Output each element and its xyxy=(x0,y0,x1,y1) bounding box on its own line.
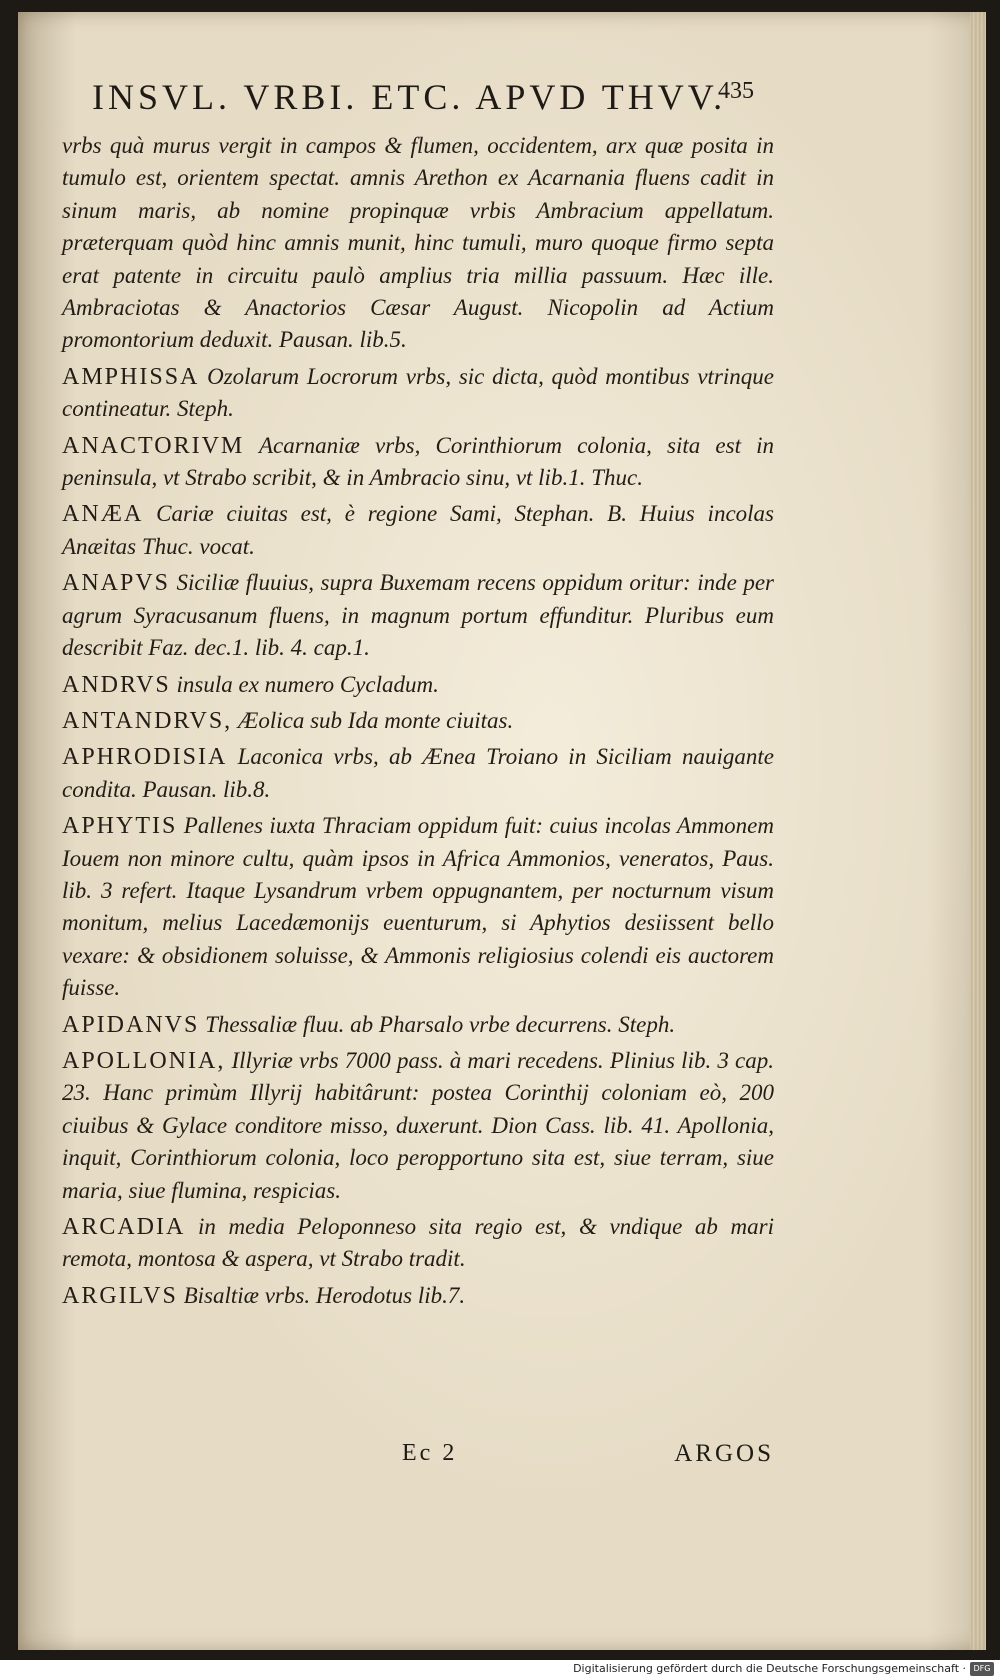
entry-text: Illyriæ vrbs 7000 pass. à mari recedens. Plinius lib. 3 cap. 23. Hanc primùm Illyrij habitârunt: postea Corinthij coloniam eò, 200 ciuibus & Gylace conditore misso, duxerunt. Dion Cass. lib. 41. Apollonia, inquit, Corinthiorum colonia, loco peropportuno sita est, siue terram, siue maria, siue flumina, respicias. xyxy=(62,1047,774,1203)
entry-head: AMPHISSA xyxy=(62,363,200,390)
entry-text: Bisaltiæ vrbs. Herodotus lib.7. xyxy=(183,1282,466,1308)
entry-head: APHRODISIA xyxy=(62,744,228,771)
page-number: 435 xyxy=(718,78,754,104)
entry-text: Acarnaniæ vrbs, Corinthiorum colonia, sita est in peninsula, vt Strabo scribit, & in Ambracio sinu, vt lib.1. Thuc. xyxy=(62,432,774,491)
entry-text: Ozolarum Locrorum vrbs, sic dicta, quòd montibus vtrinque contineatur. Steph. xyxy=(62,363,775,422)
entry-amphissa xyxy=(62,361,774,426)
footer-credit: Digitalisierung gefördert durch die Deutsche Forschungsgemeinschaft · xyxy=(573,1662,966,1675)
entry-text: Thessaliæ fluu. ab Pharsalo vrbe decurrens. Steph. xyxy=(205,1011,676,1037)
entry-head: ARGILVS xyxy=(62,1282,178,1309)
page-edge xyxy=(970,12,986,1650)
entry-head: ANDRVS xyxy=(62,671,171,698)
entry-argilus xyxy=(62,1280,774,1312)
entry-head: ARCADIA xyxy=(62,1214,186,1240)
entry-text: Laconica vrbs, ab Ænea Troiano in Siciliam nauigante condita. Pausan. lib.8. xyxy=(62,744,774,802)
entry-head: APOLLONIA, xyxy=(62,1047,226,1074)
entry-apidanus xyxy=(62,1009,774,1041)
intro-paragraph: vrbs quà murus vergit in campos & flumen, occidentem, arx quæ posita in tumulo est, orientem spectat. amnis Arethon ex Acarnania fluens cadit in sinum maris, ab nomine propinquæ vrbis Ambracium appellatum. præterquam quòd hinc amnis munit, hinc tumuli, muro quoque firmo septa erat patente in circuitu paulò amplius tria millia passuum. Hæc ille. Ambraciotas & Anactorios Cæsar August. Nicopolin ad Actium promontorium deduxit. Pausan. lib.5. xyxy=(62,133,774,353)
entry-head: ANACTORIVM xyxy=(62,432,245,459)
entry-andrus xyxy=(62,669,774,701)
entry-anactorium xyxy=(62,430,774,495)
entry-head: ANTANDRVS, xyxy=(62,707,233,734)
entry-aphytis xyxy=(62,810,774,1004)
dfg-logo-icon: DFG xyxy=(970,1662,994,1676)
page-footer-line xyxy=(62,1440,774,1480)
entry-anapus xyxy=(62,567,774,664)
entry-arcadia xyxy=(62,1211,774,1276)
entry-anaea xyxy=(62,498,774,563)
entry-aphrodisia xyxy=(62,741,774,806)
entry-head: ANÆA xyxy=(62,501,144,528)
catchword: ARGOS xyxy=(674,1440,774,1467)
entry-head: ANAPVS xyxy=(62,570,171,597)
entry-text: Siciliæ fluuius, supra Buxemam recens oppidum oritur: inde per agrum Syracusanum fluens, in magnum portum effunditur. Pluribus eum describit Faz. dec.1. lib. 4. cap.1. xyxy=(62,570,774,661)
entry-head: APHYTIS xyxy=(62,813,178,840)
entry-antandrus xyxy=(62,705,774,737)
entry-text: Æolica sub Ida monte ciuitas. xyxy=(237,707,514,733)
entry-apollonia xyxy=(62,1045,774,1207)
entry-text: insula ex numero Cycladum. xyxy=(176,671,439,697)
entry-text: Cariæ ciuitas est, è regione Sami, Stephan. B. Huius incolas Anæitas Thuc. vocat. xyxy=(62,501,774,559)
entry-text: Pallenes iuxta Thraciam oppidum fuit: cuius incolas Ammonem Iouem non minore cultu, quàm ipsos in Africa Ammonios, veneratos, Paus. lib. 3 refert. Itaque Lysandrum vrbem oppugnantem, per nocturnum visum monitum, melius Lacedæmonijs euenturum, si Aphytios desiissent bello vexare: & obsidionem soluisse, & Ammonis religiosius colendi eis auctorem fuisse. xyxy=(62,813,774,1001)
signature-mark: Ec 2 xyxy=(402,1440,458,1466)
entry-head: APIDANVS xyxy=(62,1011,200,1038)
running-header: INSVL. VRBI. ETC. APVD THVV. xyxy=(92,77,727,117)
main-text xyxy=(62,130,774,1316)
entry-text: in media Peloponneso sita regio est, & vndique ab mari remota, montosa & aspera, vt Strabo tradit. xyxy=(62,1214,775,1272)
